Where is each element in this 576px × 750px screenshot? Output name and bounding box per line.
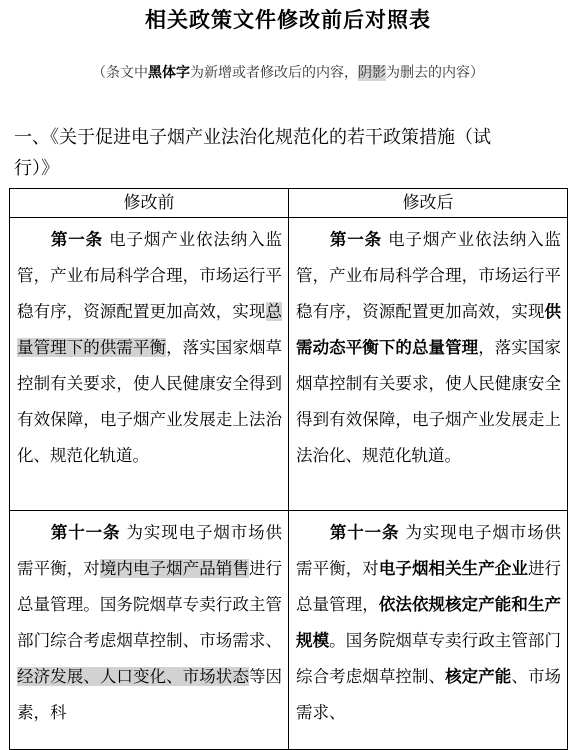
cell-before-article-1 <box>10 218 289 511</box>
clause-text: 、市场需求、 <box>296 667 562 722</box>
clause-text: 等因素，科 <box>17 667 283 722</box>
clause-text: 进行总量管理， <box>296 559 562 614</box>
article-label: 第十一条 <box>50 523 121 542</box>
clause-text: 为实现电子烟市场供需平衡，对 <box>17 523 282 578</box>
document-title: 相关政策文件修改前后对照表 <box>145 8 431 32</box>
column-header-before: 修改前 <box>10 189 289 218</box>
clause-text: 电子烟产业依法纳入监管，产业布局科学合理，市场运行平稳有序，资源配置更加高效，实现 <box>17 230 282 321</box>
table-row <box>10 511 568 750</box>
deleted-text: 经济发展、人口变化、市场状态 <box>17 667 249 686</box>
article-label: 第十一条 <box>329 523 400 542</box>
comparison-table <box>9 188 568 750</box>
deleted-text: 境内电子烟产品销售 <box>99 559 249 578</box>
clause-text: ，落实国家烟草控制有关要求，使人民健康安全得到有效保障，电子烟产业发展走上法治化、规范化轨道。 <box>296 338 562 465</box>
added-text: 依法依规核定产能和生产规模 <box>296 595 562 650</box>
legend-note <box>0 62 576 82</box>
added-text: 电子烟相关生产企业 <box>378 559 528 578</box>
clause-text: 电子烟产业依法纳入监管，产业布局科学合理，市场运行平稳有序，资源配置更加高效，实现 <box>296 230 561 321</box>
table-header-row <box>10 189 568 218</box>
clause-text: 为实现电子烟市场供需平衡，对 <box>296 523 561 578</box>
added-text: 核定产能 <box>445 667 512 686</box>
added-text: 供需动态平衡下的总量管理 <box>296 302 561 357</box>
deleted-text: 总量管理下的供需平衡 <box>17 302 282 357</box>
legend-bold-term: 黑体字 <box>148 65 190 81</box>
clause-text: 进行总量管理。国务院烟草专卖行政主管部门综合考虑烟草控制、市场需求、 <box>17 559 283 650</box>
table-row <box>10 218 568 511</box>
cell-after-article-11 <box>289 511 568 750</box>
legend-note-part: 为删去的内容） <box>386 65 484 81</box>
article-label: 第一条 <box>329 230 382 249</box>
clause-text: 。国务院烟草专卖行政主管部门综合考虑烟草控制、 <box>296 631 562 686</box>
legend-note-part: （条文中 <box>92 65 148 81</box>
legend-note-part: 为新增或者修改后的内容， <box>190 65 358 81</box>
clause-text: ，落实国家烟草控制有关要求，使人民健康安全得到有效保障，电子烟产业发展走上法治化、规范化轨道。 <box>17 338 283 465</box>
cell-after-article-1 <box>289 218 568 511</box>
cell-before-article-11 <box>10 511 289 750</box>
legend-shade-term: 阴影 <box>358 65 386 81</box>
column-header-after: 修改后 <box>289 189 568 218</box>
article-label: 第一条 <box>50 230 103 249</box>
section-heading: 一、《关于促进电子烟产业法治化规范化的若干政策措施（试行）》 <box>14 127 491 179</box>
